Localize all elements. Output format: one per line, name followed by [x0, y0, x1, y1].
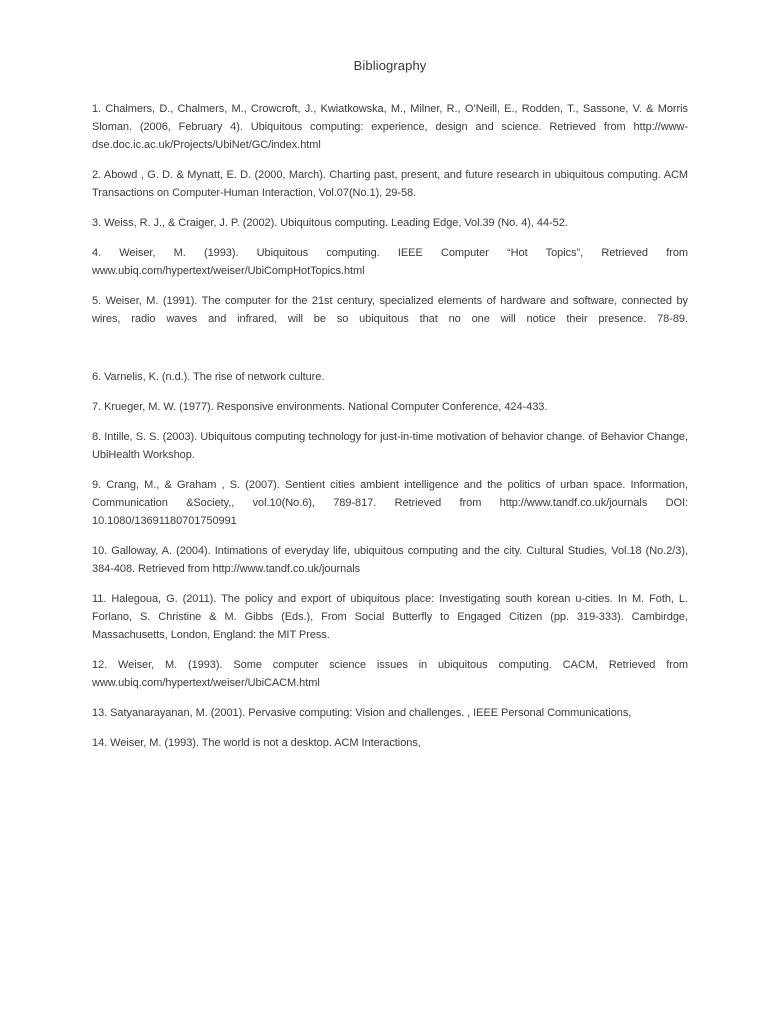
bibliography-entry-4: 4. Weiser, M. (1993). Ubiquitous computing. IEEE Computer “Hot Topics”, Retrieved from www.ubiq.com/hypertext/weiser/UbiCompHotTopics.html: [92, 247, 688, 277]
bibliography-entry-10: 10. Galloway, A. (2004). Intimations of everyday life, ubiquitous computing and the city. Cultural Studies, Vol.18 (No.2/3), 384-408. Retrieved from http://www.tandf.co.uk/journals: [92, 545, 688, 575]
bibliography-entry-6: 6. Varnelis, K. (n.d.). The rise of network culture.: [92, 371, 325, 383]
page-title: Bibliography: [353, 58, 427, 73]
bibliography-entry-8: 8. Intille, S. S. (2003). Ubiquitous computing technology for just-in-time motivation of behavior change. of Behavior Change, UbiHealth Workshop.: [92, 431, 688, 461]
bibliography-entry-12: 12. Weiser, M. (1993). Some computer science issues in ubiquitous computing. CACM, Retrieved from www.ubiq.com/hypertext/weiser/UbiCACM.html: [92, 659, 688, 689]
bibliography-entry-5: 5. Weiser, M. (1991). The computer for the 21st century, specialized elements of hardware and software, connected by wires, radio waves and infrared, will be so ubiquitous that no one will notice their presence. 78-89.: [92, 295, 688, 325]
bibliography-entry-1: 1. Chalmers, D., Chalmers, M., Crowcroft, J., Kwiatkowska, M., Milner, R., O’Neill, E., Rodden, T., Sassone, V. & Morris Sloman. (2006, February 4). Ubiquitous computing: experience, design and science. Retrieved from http://www-dse.doc.ic.ac.uk/Projects/UbiNet/GC/index.html: [92, 103, 688, 151]
bibliography-entry-3: 3. Weiss, R. J., & Craiger, J. P. (2002). Ubiquitous computing. Leading Edge, Vol.39 (No. 4), 44-52.: [92, 217, 568, 229]
bibliography-entry-2: 2. Abowd , G. D. & Mynatt, E. D. (2000, March). Charting past, present, and future research in ubiquitous computing. ACM Transactions on Computer-Human Interaction, Vol.07(No.1), 29-58.: [92, 169, 688, 199]
bibliography-entry-14: 14. Weiser, M. (1993). The world is not a desktop. ACM Interactions,: [92, 737, 421, 749]
bibliography-entry-13: 13. Satyanarayanan, M. (2001). Pervasive computing: Vision and challenges. , IEEE Personal Communications,: [92, 707, 632, 719]
bibliography-entry-9: 9. Crang, M., & Graham , S. (2007). Sentient cities ambient intelligence and the politics of urban space. Information, Communication &Society,, vol.10(No.6), 789-817. Retrieved from http://www.tandf.co.uk/journals DOI: 10.1080/13691180701750991: [92, 479, 688, 527]
bibliography-entry-11: 11. Halegoua, G. (2011). The policy and export of ubiquitous place: Investigating south korean u-cities. In M. Foth, L. Forlano, S. Christine & M. Gibbs (Eds.), From Social Butterfly to Engaged Citizen (pp. 319-333). Cambirdge, Massachusetts, London, England: the MIT Press.: [92, 593, 688, 641]
bibliography-entry-7: 7. Krueger, M. W. (1977). Responsive environments. National Computer Conference, 424-433.: [92, 401, 548, 413]
